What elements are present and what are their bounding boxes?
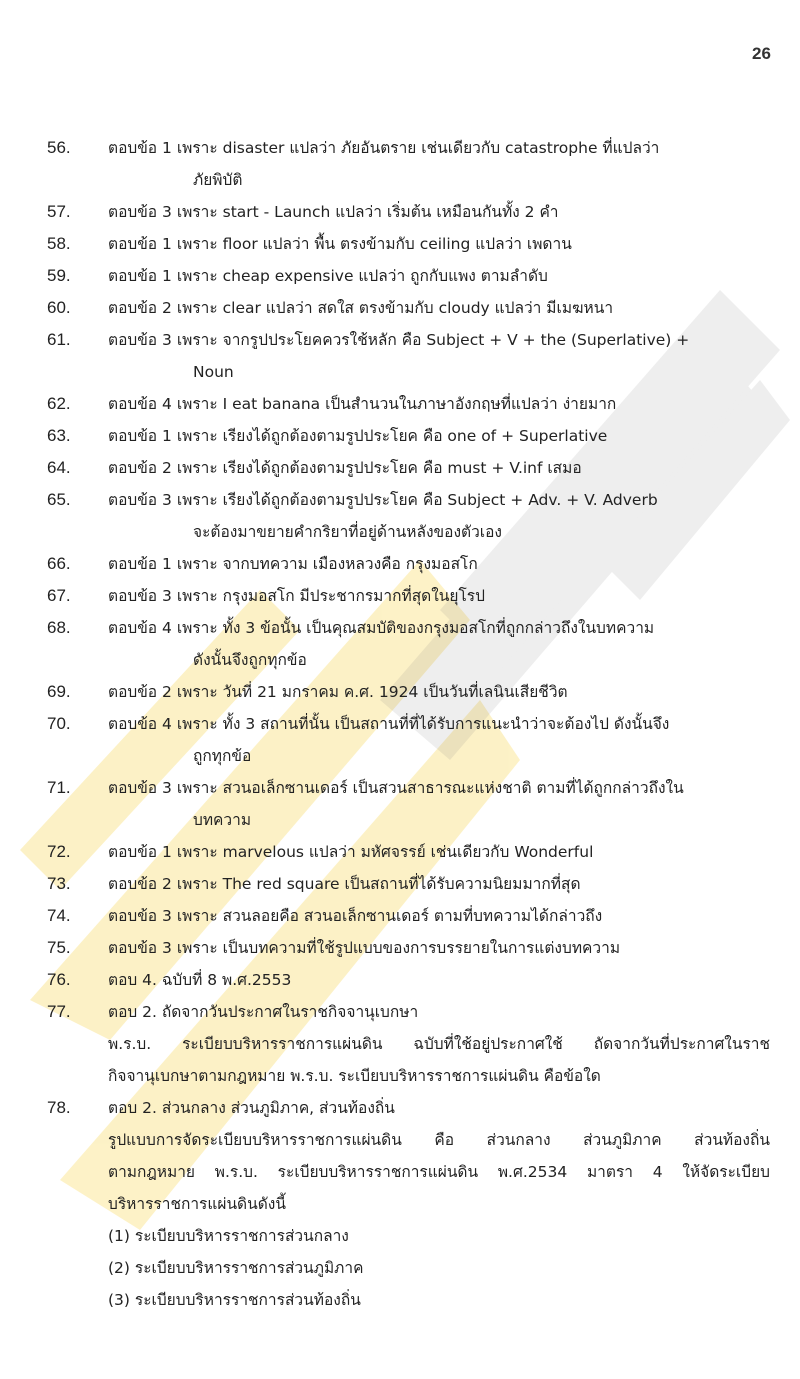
answer-item xyxy=(0,580,800,612)
answer-item-continuation xyxy=(0,1028,800,1060)
item-number: 78. xyxy=(47,1098,71,1117)
answer-item-continuation xyxy=(0,164,800,196)
answer-item xyxy=(0,484,800,516)
item-number: 62. xyxy=(47,394,71,413)
answer-text: ตอบข้อ 2 เพราะ clear แปลว่า สดใส ตรงข้ามกับ cloudy แปลว่า มีเมฆหนา xyxy=(108,299,614,317)
answer-item-continuation xyxy=(0,740,800,772)
answer-text: บทความ xyxy=(193,811,252,829)
answer-text: ตอบข้อ 1 เพราะ disaster แปลว่า ภัยอันตราย เช่นเดียวกับ catastrophe ที่แปลว่า xyxy=(108,139,660,157)
answer-text: Noun xyxy=(193,363,234,381)
answer-text: ดังนั้นจึงถูกทุกข้อ xyxy=(193,651,307,669)
answer-item xyxy=(0,548,800,580)
answer-text: จะต้องมาขยายคำกริยาที่อยู่ด้านหลังของตัวเอง xyxy=(193,523,502,541)
answer-item xyxy=(0,452,800,484)
answer-item xyxy=(0,708,800,740)
answer-text: พ.ร.บ. ระเบียบบริหารราชการแผ่นดิน ฉบับที่ใช้อยู่ประกาศใช้ ถัดจากวันที่ประกาศในราช xyxy=(108,1035,770,1053)
answer-item xyxy=(0,388,800,420)
answer-text: ตอบข้อ 3 เพราะ start - Launch แปลว่า เริ่มต้น เหมือนกันทั้ง 2 คำ xyxy=(108,203,559,221)
answer-item xyxy=(0,772,800,804)
item-number: 59. xyxy=(47,266,71,285)
answer-item xyxy=(0,868,800,900)
item-number: 72. xyxy=(47,842,71,861)
item-number: 67. xyxy=(47,586,71,605)
answer-item xyxy=(0,964,800,996)
answer-text: ตามกฎหมาย พ.ร.บ. ระเบียบบริหารราชการแผ่นดิน พ.ศ.2534 มาตรา 4 ให้จัดระเบียบ xyxy=(108,1163,770,1181)
item-number: 73. xyxy=(47,874,71,893)
item-number: 61. xyxy=(47,330,71,349)
answer-item-continuation xyxy=(0,1284,800,1316)
answer-item xyxy=(0,228,800,260)
answer-item xyxy=(0,932,800,964)
answer-text: กิจจานุเบกษาตามกฎหมาย พ.ร.บ. ระเบียบบริหารราชการแผ่นดิน คือข้อใด xyxy=(108,1067,601,1085)
answer-item xyxy=(0,196,800,228)
answer-text: ตอบข้อ 1 เพราะ floor แปลว่า พื้น ตรงข้ามกับ ceiling แปลว่า เพดาน xyxy=(108,235,572,253)
answer-item-continuation xyxy=(0,1220,800,1252)
answer-item xyxy=(0,900,800,932)
answer-item-continuation xyxy=(0,356,800,388)
answer-item xyxy=(0,260,800,292)
answer-item-continuation xyxy=(0,1188,800,1220)
answer-text: ตอบข้อ 2 เพราะ เรียงได้ถูกต้องตามรูปประโยค คือ must + V.inf เสมอ xyxy=(108,459,582,477)
answer-text: รูปแบบการจัดระเบียบบริหารราชการแผ่นดิน คือ ส่วนกลาง ส่วนภูมิภาค ส่วนท้องถิ่น xyxy=(108,1131,770,1149)
answer-item xyxy=(0,132,800,164)
answer-text: ตอบ 2. ถัดจากวันประกาศในราชกิจจานุเบกษา xyxy=(108,1003,419,1021)
item-number: 58. xyxy=(47,234,71,253)
item-number: 57. xyxy=(47,202,71,221)
answer-item-continuation xyxy=(0,1124,800,1156)
item-number: 56. xyxy=(47,138,71,157)
answer-item xyxy=(0,676,800,708)
answer-text: บริหารราชการแผ่นดินดังนี้ xyxy=(108,1195,286,1213)
item-number: 66. xyxy=(47,554,71,573)
item-number: 63. xyxy=(47,426,71,445)
answer-text: ตอบข้อ 4 เพราะ ทั้ง 3 ข้อนั้น เป็นคุณสมบัติของกรุงมอสโกที่ถูกกล่าวถึงในบทความ xyxy=(108,619,655,637)
page-number: 26 xyxy=(752,44,771,63)
answer-list xyxy=(0,132,800,1316)
item-number: 70. xyxy=(47,714,71,733)
answer-item xyxy=(0,996,800,1028)
answer-text: ตอบข้อ 4 เพราะ I eat banana เป็นสำนวนในภาษาอังกฤษที่แปลว่า ง่ายมาก xyxy=(108,395,617,413)
item-number: 77. xyxy=(47,1002,71,1021)
answer-text: ภัยพิบัติ xyxy=(193,171,243,189)
answer-text: ตอบข้อ 3 เพราะ เรียงได้ถูกต้องตามรูปประโยค คือ Subject + Adv. + V. Adverb xyxy=(108,491,658,509)
answer-item-continuation xyxy=(0,516,800,548)
item-number: 69. xyxy=(47,682,71,701)
answer-text: ตอบ 2. ส่วนกลาง ส่วนภูมิภาค, ส่วนท้องถิ่น xyxy=(108,1099,395,1117)
answer-item-continuation xyxy=(0,1252,800,1284)
answer-text: ตอบข้อ 3 เพราะ สวนลอยคือ สวนอเล็กซานเดอร์ ตามที่บทความได้กล่าวถึง xyxy=(108,907,603,925)
item-number: 76. xyxy=(47,970,71,989)
answer-text: ตอบข้อ 1 เพราะ จากบทความ เมืองหลวงคือ กรุงมอสโก xyxy=(108,555,478,573)
answer-item xyxy=(0,420,800,452)
answer-text: ตอบข้อ 1 เพราะ marvelous แปลว่า มหัศจรรย์ เช่นเดียวกับ Wonderful xyxy=(108,843,594,861)
answer-item xyxy=(0,836,800,868)
answer-text: ตอบข้อ 3 เพราะ จากรูปประโยคควรใช้หลัก คือ Subject + V + the (Superlative) + xyxy=(108,331,690,349)
answer-text: ตอบข้อ 2 เพราะ วันที่ 21 มกราคม ค.ศ. 1924 เป็นวันที่เลนินเสียชีวิต xyxy=(108,683,568,701)
answer-text: ตอบ 4. ฉบับที่ 8 พ.ศ.2553 xyxy=(108,971,292,989)
answer-text: ตอบข้อ 1 เพราะ cheap expensive แปลว่า ถูกกับแพง ตามลำดับ xyxy=(108,267,548,285)
answer-item-continuation xyxy=(0,1060,800,1092)
answer-text: (1) ระเบียบบริหารราชการส่วนกลาง xyxy=(108,1227,349,1245)
answer-item-continuation xyxy=(0,644,800,676)
item-number: 64. xyxy=(47,458,71,477)
answer-item-continuation xyxy=(0,804,800,836)
answer-text: ตอบข้อ 3 เพราะ สวนอเล็กซานเดอร์ เป็นสวนสาธารณะแห่งชาติ ตามที่ได้ถูกกล่าวถึงใน xyxy=(108,779,684,797)
answer-text: (2) ระเบียบบริหารราชการส่วนภูมิภาค xyxy=(108,1259,364,1277)
answer-text: ตอบข้อ 2 เพราะ The red square เป็นสถานที่ได้รับความนิยมมากที่สุด xyxy=(108,875,581,893)
answer-item xyxy=(0,1092,800,1124)
answer-text: ตอบข้อ 3 เพราะ เป็นบทความที่ใช้รูปแบบของการบรรยายในการแต่งบทความ xyxy=(108,939,621,957)
answer-item-continuation xyxy=(0,1156,800,1188)
item-number: 74. xyxy=(47,906,71,925)
answer-text: ถูกทุกข้อ xyxy=(193,747,252,765)
answer-text: (3) ระเบียบบริหารราชการส่วนท้องถิ่น xyxy=(108,1291,361,1309)
answer-item xyxy=(0,612,800,644)
item-number: 75. xyxy=(47,938,71,957)
answer-text: ตอบข้อ 4 เพราะ ทั้ง 3 สถานที่นั้น เป็นสถานที่ที่ได้รับการแนะนำว่าจะต้องไป ดังนั้นจึง xyxy=(108,715,670,733)
item-number: 68. xyxy=(47,618,71,637)
item-number: 71. xyxy=(47,778,71,797)
answer-item xyxy=(0,324,800,356)
answer-text: ตอบข้อ 3 เพราะ กรุงมอสโก มีประชากรมากที่สุดในยุโรป xyxy=(108,587,485,605)
item-number: 65. xyxy=(47,490,71,509)
item-number: 60. xyxy=(47,298,71,317)
answer-text: ตอบข้อ 1 เพราะ เรียงได้ถูกต้องตามรูปประโยค คือ one of + Superlative xyxy=(108,427,608,445)
answer-item xyxy=(0,292,800,324)
